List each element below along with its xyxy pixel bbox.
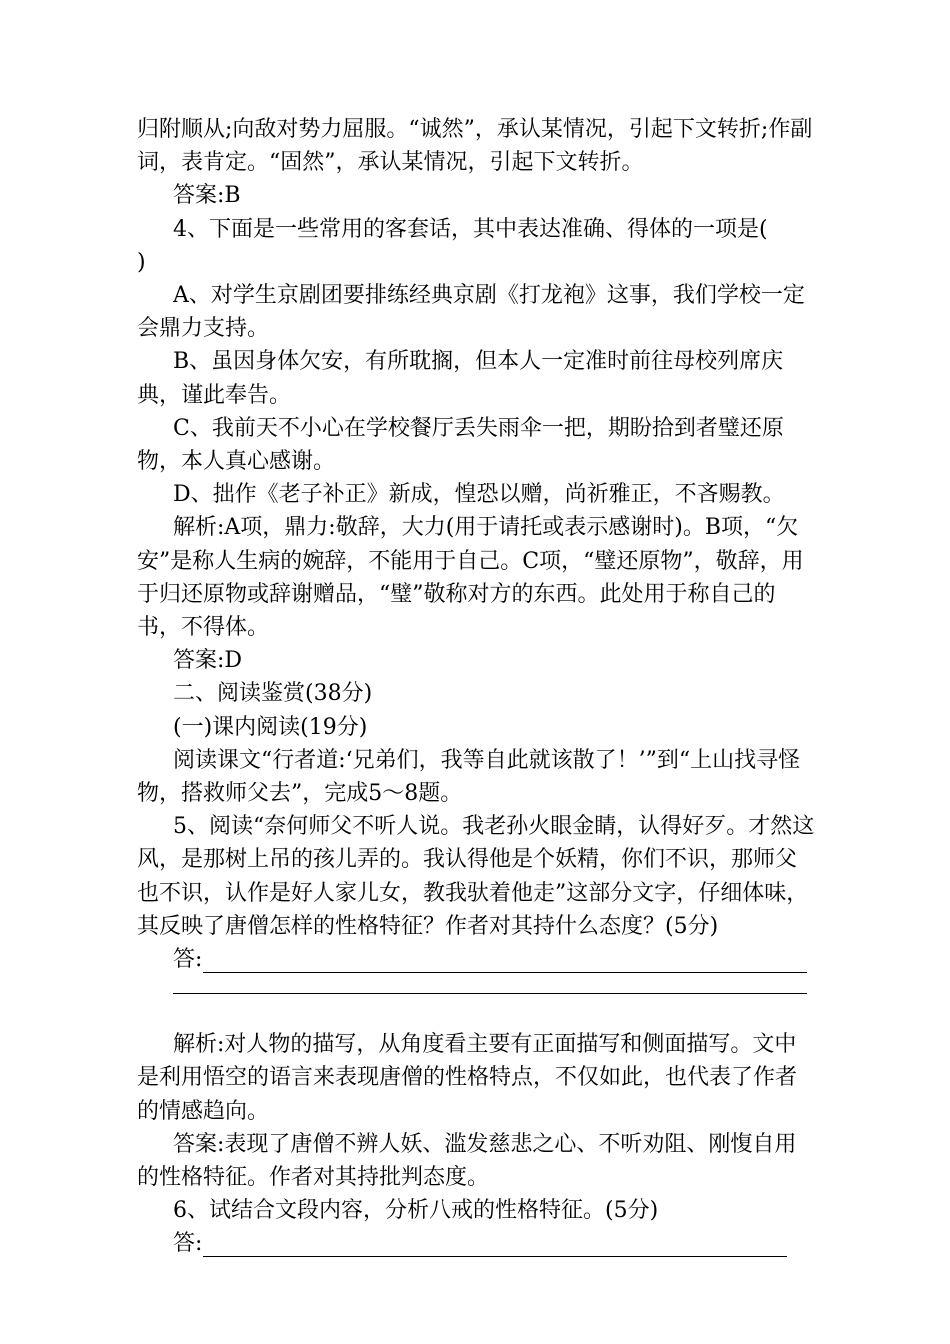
answer-line-6[interactable] [137, 1227, 817, 1260]
question-5: 5、阅读“奈何师父不听人说。我老孙火眼金睛，认得好歹。才然这风，是那树上吊的孩儿弄的。我认得他是个妖精，你们不识，那师父也不识，认作是好人家儿女，教我驮着他走”这部分文字，仔细体味，其反映了唐僧怎样的性格特征？作者对其持什么态度？(5分) [137, 814, 815, 939]
paragraph-continuation: 归附顺从;向敌对势力屈服。“诚然”，承认某情况，引起下文转折;作副词，表肯定。“固然”，承认某情况，引起下文转折。 [137, 117, 813, 176]
question-4: 4、下面是一些常用的客套话，其中表达准确、得体的一项是( ) [137, 216, 812, 275]
answer-label-6: 答: [173, 1231, 203, 1257]
answer-rule-5b [173, 993, 807, 994]
answer-blank-line-5[interactable] [137, 976, 817, 1028]
reading-instruction: 阅读课文“行者道:‘兄弟们，我等自此就该散了！’”到“上山找寻怪物，搭救师父去”，完成5～8题。 [137, 747, 801, 807]
subsection-heading-in-class: (一)课内阅读(19分) [173, 714, 368, 740]
answer-label-5: 答: [173, 947, 203, 973]
section-heading-reading: 二、阅读鉴赏(38分) [173, 681, 373, 707]
answer-3: 答案:B [173, 183, 241, 209]
question-4-option-d: D、拙作《老子补正》新成，惶恐以赠，尚祈雅正，不吝赐教。 [173, 482, 785, 508]
question-6: 6、试结合文段内容，分析八戒的性格特征。(5分) [173, 1198, 659, 1224]
analysis-4: 解析:A项，鼎力:敬辞，大力(用于请托或表示感谢时)。B项，“欠安”是称人生病的婉辞，不能用于自己。C项，“璧还原物”，敬辞，用于归还原物或辞谢赠品，“璧”敬称对方的东西。此处用于称自己的书，不得体。 [137, 515, 804, 641]
analysis-5: 解析:对人物的描写，从角度看主要有正面描写和侧面描写。文中是利用悟空的语言来表现唐僧的性格特点，不仅如此，也代表了作者的情感趋向。 [137, 1032, 798, 1124]
question-4-option-b: B、虽因身体欠安，有所耽搁，但本人一定准时前往母校列席庆典，谨此奉告。 [137, 349, 784, 408]
question-4-option-a: A、对学生京剧团要排练经典京剧《打龙袍》这事，我们学校一定会鼎力支持。 [137, 283, 805, 342]
answer-5: 答案:表现了唐僧不辨人妖、滥发慈悲之心、不听劝阻、刚愎自用的性格特征。作者对其持批判态度。 [137, 1131, 797, 1191]
question-4-option-c: C、我前天不小心在学校餐厅丢失雨伞一把，期盼拾到者璧还原物，本人真心感谢。 [137, 415, 784, 475]
document-page [137, 113, 817, 1261]
answer-rule-6 [203, 1256, 787, 1257]
answer-rule-5 [203, 972, 807, 973]
answer-line-5[interactable] [137, 943, 817, 976]
answer-4: 答案:D [173, 648, 243, 674]
